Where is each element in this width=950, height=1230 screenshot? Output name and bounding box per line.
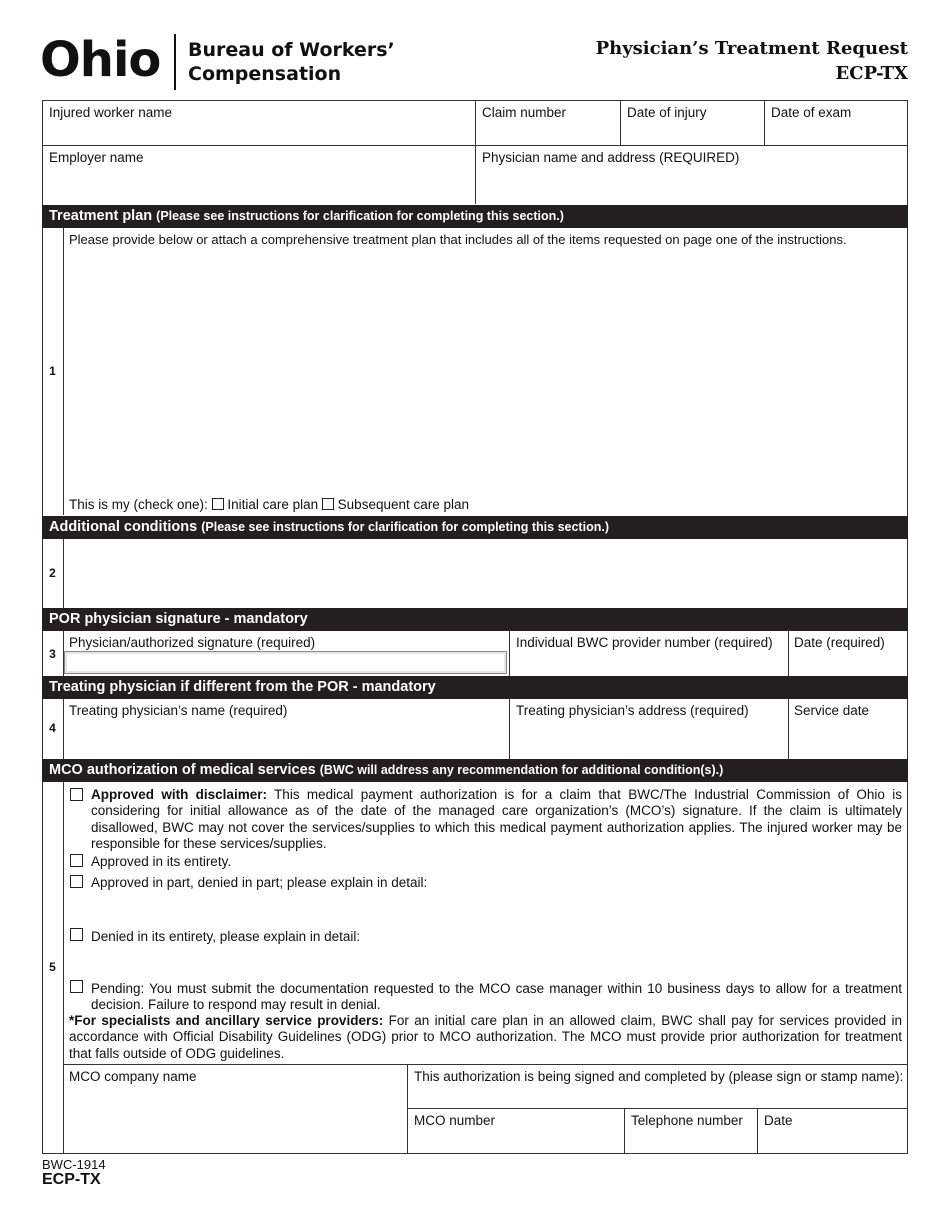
por-signature-title: POR physician signature - mandatory [49, 611, 308, 627]
additional-conditions-title: Additional conditions [49, 519, 198, 535]
approved-with-disclaimer-label: Approved with disclaimer: [91, 787, 267, 802]
col-divider [407, 1064, 408, 1154]
physician-signature-input[interactable] [64, 651, 507, 674]
form-code: ECP-TX [835, 63, 908, 84]
row-number-2: 2 [49, 566, 56, 580]
approved-in-part-label: Approved in part, denied in part; please explain in detail: [91, 875, 428, 890]
row-divider [63, 1064, 908, 1065]
additional-conditions-subtitle: (Please see instructions for clarification for completing this section.) [201, 520, 609, 534]
ohio-logo: Ohio [40, 32, 161, 88]
approved-entirety-checkbox[interactable] [70, 854, 83, 867]
initial-care-plan-checkbox[interactable] [212, 498, 224, 510]
subsequent-care-plan-label: Subsequent care plan [337, 497, 470, 512]
treatment-plan-input-area[interactable] [64, 250, 907, 492]
treatment-plan-instruction: Please provide below or attach a comprehensive treatment plan that includes all of the items requested on page one of the instructions. [69, 232, 847, 247]
claim-number-field[interactable]: Claim number [482, 105, 567, 120]
specialists-note [69, 1013, 902, 1062]
authorization-signed-by-field[interactable]: This authorization is being signed and completed by (please sign or stamp name): [414, 1069, 904, 1084]
mco-authorization-header [42, 759, 908, 782]
date-of-injury-field[interactable]: Date of injury [627, 105, 707, 120]
additional-conditions-header [42, 516, 908, 539]
subsequent-care-plan-checkbox[interactable] [322, 498, 334, 510]
signature-date-field[interactable]: Date (required) [794, 635, 885, 650]
logo-divider [174, 34, 176, 90]
form-title: Physician’s Treatment Request [595, 38, 908, 59]
employer-name-field[interactable]: Employer name [49, 150, 144, 165]
service-date-field[interactable]: Service date [794, 703, 870, 718]
pending-text: Pending: You must submit the documentation requested to the MCO case manager within 10 business days to allow for a treatment decision. Failure to respond may result in denial. [91, 981, 902, 1013]
form-bottom-border [42, 1153, 908, 1154]
col-divider [757, 1108, 758, 1154]
footer-form-number: BWC-1914 [42, 1157, 106, 1172]
mco-date-field[interactable]: Date [764, 1113, 793, 1128]
denied-label: Denied in its entirety, please explain in detail: [91, 929, 361, 944]
mco-number-field[interactable]: MCO number [414, 1113, 496, 1128]
col-divider [764, 100, 765, 145]
bureau-name [188, 38, 395, 86]
approved-with-disclaimer-checkbox[interactable] [70, 788, 83, 801]
row-number-divider [63, 699, 64, 759]
treating-physician-header [42, 676, 908, 699]
date-of-exam-field[interactable]: Date of exam [771, 105, 852, 120]
col-divider [509, 699, 510, 759]
bureau-line-2: Compensation [188, 63, 342, 85]
mco-authorization-title: MCO authorization of medical services [49, 762, 316, 778]
row-number-4: 4 [49, 721, 56, 735]
initial-care-plan-label: Initial care plan [227, 497, 319, 512]
approved-with-disclaimer-body: This medical payment authorization is for a claim that BWC/The Industrial Commission of Ohio is considering for initial allowance as of the date of the managed care organization’s (MCO’s) signature. If the claim is ultimately disallowed, BWC may not cover the services/supplies to which this medical payment authorization applies. The injured worker may be responsible for these services/supplies. [91, 787, 902, 851]
col-divider [620, 100, 621, 145]
mco-authorization-subtitle: (BWC will address any recommendation for additional condition(s).) [319, 763, 724, 777]
approved-in-part-checkbox[interactable] [70, 875, 83, 888]
care-plan-check-row [69, 497, 469, 513]
care-plan-check-prompt: This is my (check one): [69, 497, 208, 512]
col-divider [509, 631, 510, 676]
treatment-plan-title: Treatment plan [49, 208, 153, 224]
pending-checkbox[interactable] [70, 980, 83, 993]
injured-worker-name-field[interactable]: Injured worker name [49, 105, 173, 120]
row-number-divider [63, 782, 64, 1154]
approved-entirety-label: Approved in its entirety. [91, 854, 232, 869]
physician-signature-label: Physician/authorized signature (required) [69, 635, 316, 650]
row-divider [407, 1108, 908, 1109]
bureau-line-1: Bureau of Workers’ [188, 39, 395, 61]
row-number-3: 3 [49, 647, 56, 661]
mco-company-name-field[interactable]: MCO company name [69, 1069, 197, 1084]
bwc-provider-number-field[interactable]: Individual BWC provider number (required) [516, 635, 773, 650]
specialists-note-label: *For specialists and ancillary service providers: [69, 1013, 384, 1028]
por-signature-header [42, 608, 908, 631]
form-title-block [596, 36, 908, 86]
col-divider [788, 699, 789, 759]
treatment-plan-header [42, 205, 908, 228]
treating-physician-title: Treating physician if different from the POR - mandatory [49, 679, 436, 695]
treating-physician-address-field[interactable]: Treating physician’s address (required) [516, 703, 749, 718]
physician-name-address-field[interactable]: Physician name and address (REQUIRED) [482, 150, 740, 165]
col-divider [624, 1108, 625, 1154]
specialists-note-body: For an initial care plan in an allowed claim, BWC shall pay for services provided in accordance with Official Disability Guidelines (ODG) prior to MCO authorization. The MCO must provide prior authorization for treatment that falls outside of ODG guidelines. [69, 1013, 902, 1061]
telephone-number-field[interactable]: Telephone number [631, 1113, 743, 1128]
approved-with-disclaimer-text [91, 787, 902, 852]
additional-conditions-input-area[interactable] [64, 540, 907, 608]
row-number-5: 5 [49, 960, 56, 974]
col-divider [788, 631, 789, 676]
treating-physician-name-field[interactable]: Treating physician’s name (required) [69, 703, 288, 718]
col-divider [475, 100, 476, 204]
footer-form-code: ECP-TX [42, 1171, 101, 1188]
row-number-1: 1 [49, 364, 56, 378]
treatment-plan-subtitle: (Please see instructions for clarification for completing this section.) [156, 209, 564, 223]
denied-checkbox[interactable] [70, 928, 83, 941]
